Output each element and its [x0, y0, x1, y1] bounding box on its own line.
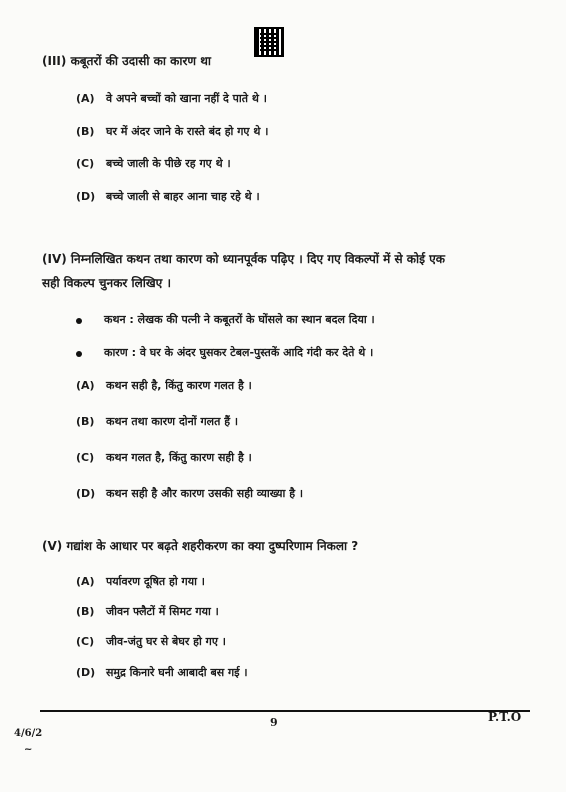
- bullet-icon: [76, 318, 82, 324]
- question-4: [42, 250, 445, 267]
- q5-option-b: (B) जीवन फ्लैटों में सिमट गया ।: [76, 605, 219, 618]
- page-number: 9: [270, 716, 278, 729]
- q3-option-b: (B) घर में अंदर जाने के रास्ते बंद हो गए थे ।: [76, 125, 269, 138]
- q5-option-c: (C) जीव-जंतु घर से बेघर हो गए ।: [76, 635, 226, 648]
- bullet-icon: [76, 351, 82, 357]
- q4-option-a: (A) कथन सही है, किंतु कारण गलत है ।: [76, 379, 252, 392]
- paper-code: 4/6/2: [14, 728, 43, 739]
- reason-label: कारण :: [104, 346, 136, 359]
- q3-option-d: (D) बच्चे जाली से बाहर आना चाह रहे थे ।: [76, 190, 260, 203]
- question-number: (IV): [42, 252, 67, 266]
- q5-option-a: (A) पर्यावरण दूषित हो गया ।: [76, 575, 205, 588]
- q4-option-d: (D) कथन सही है और कारण उसकी सही व्याख्या है ।: [76, 487, 304, 500]
- pto-label: P.T.O: [488, 710, 522, 724]
- statement-label: कथन :: [104, 313, 134, 326]
- footer-rule: [40, 710, 530, 712]
- q3-option-a: (A) वे अपने बच्चों को खाना नहीं दे पाते थे ।: [76, 92, 267, 105]
- footer-mark: ~: [24, 744, 33, 755]
- question-text: गद्यांश के आधार पर बढ़ते शहरीकरण का क्या दुष्परिणाम निकला ?: [66, 539, 359, 553]
- question-4-line2: सही विकल्प चुनकर लिखिए ।: [42, 276, 172, 290]
- question-text-line1: निम्नलिखित कथन तथा कारण को ध्यानपूर्वक पढ़िए । दिए गए विकल्पों में से कोई एक: [70, 252, 446, 266]
- q5-option-d: (D) समुद्र किनारे घनी आबादी बस गई ।: [76, 666, 248, 679]
- question-number: (V): [42, 539, 63, 553]
- q4-option-b: (B) कथन तथा कारण दोनों गलत हैं ।: [76, 415, 239, 428]
- reason: [104, 345, 373, 360]
- question-text: कबूतरों की उदासी का कारण था: [70, 54, 211, 68]
- statement-text: लेखक की पत्नी ने कबूतरों के घोंसले का स्थान बदल दिया ।: [137, 313, 375, 326]
- question-number: (III): [42, 54, 67, 68]
- q4-option-c: (C) कथन गलत है, किंतु कारण सही है ।: [76, 451, 252, 464]
- question-5: [42, 537, 358, 554]
- q3-option-c: (C) बच्चे जाली के पीछे रह गए थे ।: [76, 157, 231, 170]
- qr-code-icon: [256, 29, 282, 55]
- statement: [104, 312, 375, 327]
- question-3: [42, 52, 211, 69]
- reason-text: वे घर के अंदर घुसकर टेबल-पुस्तकें आदि गंदी कर देते थे ।: [139, 346, 374, 359]
